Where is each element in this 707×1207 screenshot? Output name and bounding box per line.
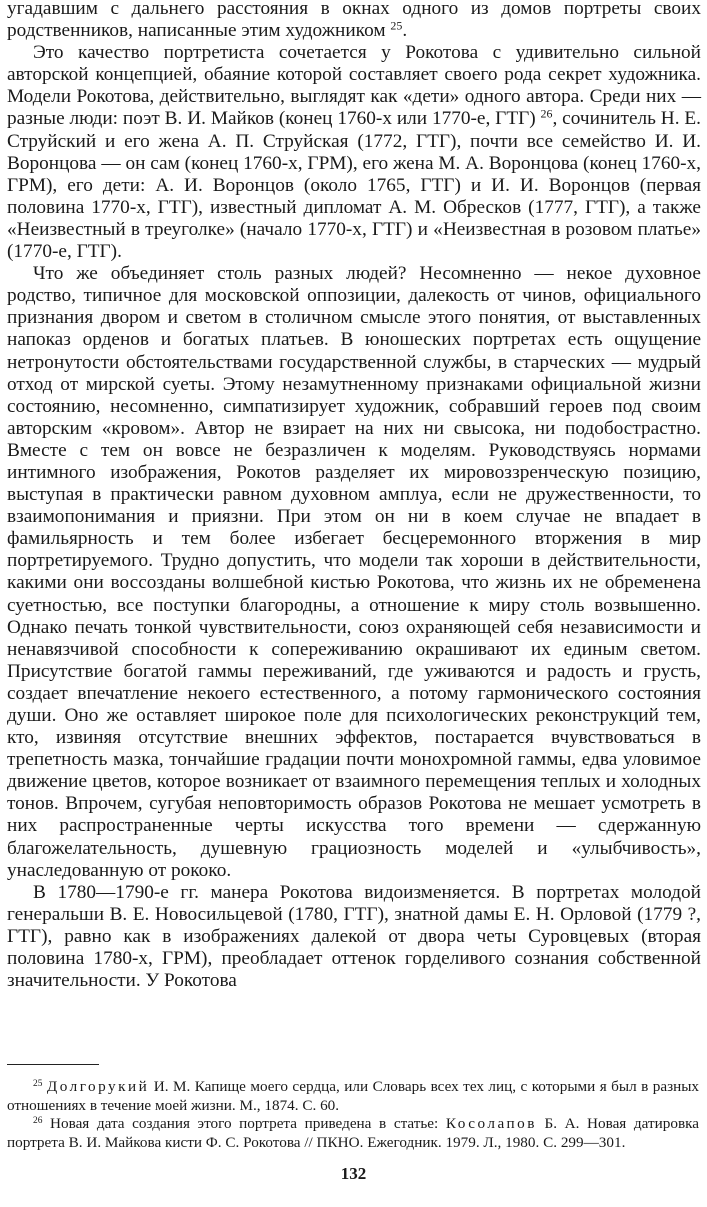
footnote-lead: Новая дата создания этого портрета приведена в статье:	[50, 1115, 439, 1133]
paragraph-1: угадавшим с дальнего расстояния в окнах одного из домов портреты своих родственников, написанные этим художником $^{25}$.	[7, 0, 701, 42]
page-number: 132	[340, 1164, 367, 1183]
footnote-text: И. М. Капище моего сердца, или Словарь всех тех лиц, с которыми я был в разных отношениях в течение моей жизни. М., 1874. С. 60.	[7, 1078, 700, 1114]
footnote-marker: 25	[33, 1078, 43, 1089]
paragraph-3: Что же объединяет столь разных людей? Несомненно — некое духовное родство, типичное для московской оппозиции, далекость от чинов, официального признания двором и светом в столичном смысле этого понятия, от выставленных напоказ орденов и богатых платьев. В юношеских портретах есть ощущение нетронутости обстоятельствами государственной службы, в старческих — мудрый отход от мирской суеты. Этому незамутненному признаками официальной жизни состоянию, несомненно, симпатизирует художник, собравший героев под своим авторским «кровом». Автор не взирает на них ни свысока, ни подобострастно. Вместе с тем он вовсе не безразличен к моделям. Руководствуясь нормами интимного изображения, Рокотов разделяет их мировоззренческую позицию, выступая в практически равном духовном амплуа, если не дружественности, то взаимопонимания и приязни. При этом он ни в коем случае не впадает в фамильярность и тем более избегает бесцеремонного вторжения в мир портретируемого. Трудно допустить, что модели так хороши в действительности, какими они воссозданы волшебной кистью Рокотова, что жизнь их не обременена суетностью, все поступки благородны, а отношение к миру столь возвышенно. Однако печать тонкой чувствительности, союз охраняющей себя независимости и ненавязчивой способности к сопереживанию окрашивают их единым светом. Присутствие богатой гаммы переживаний, где уживаются и радость и грусть, создает впечатление некоего естественного, а потому гармонического состояния души. Оно же оставляет широкое поле для психологических реконструкций тем, кто, извиняя отсутствие внешних эффектов, постарается вчувствоваться в трепетность мазка, тончайшие градации почти монохромной гаммы, едва уловимое движение цветов, которое возникает от взаимного перемещения теплых и холодных тонов. Впрочем, сугубая неповторимость образов Рокотова не мешает усмотреть в них распространенные черты искусства того времени — сдержанную благожелательность, душевную грациозность моделей и «улыбчивость», унаследованную от рококо.	[7, 263, 701, 881]
footnote-text: Б. А. Новая датировка портрета В. И. Майкова кисти Ф. С. Рокотова // ПКНО. Ежегодник. 1979. Л., 1980. С. 299—301.	[7, 1115, 699, 1151]
main-text	[7, 0, 701, 992]
footnote-author: Долгорукий	[46, 1078, 150, 1095]
footnote-25	[7, 1078, 699, 1115]
footnote-ref: 25	[390, 18, 403, 33]
footnote-author: Косолапов	[445, 1115, 537, 1133]
footnotes	[7, 1078, 699, 1152]
footnote-separator	[7, 1064, 99, 1065]
paragraph-4: В 1780—1790-е гг. манера Рокотова видоизменяется. В портретах молодой генеральши В. Е. Новосильцевой (1780, ГТГ), знатной дамы Е. Н. Орловой (1779 ?, ГТГ), равно как в изображениях далекой от двора четы Суровцевых (вторая половина 1780-х, ГРМ), преобладает оттенок горделивого сознания собственной значительности. У Рокотова	[7, 881, 701, 992]
footnote-marker: 26	[33, 1116, 43, 1127]
paragraph-2: Это качество портретиста сочетается у Рокотова с удивительно сильной авторской концепцией, обаяние которой составляет своего рода секрет художника. Модели Рокотова, действительно, выглядят как «дети» одного автора. Среди них — разные люди: поэт В. И. Майков (конец 1760-х или 1770-е, ГТГ) $^{26}$, сочинитель Н. Е. Струйский и его жена А. П. Струйская (1772, ГТГ), почти все семейство И. И. Воронцова — он сам (конец 1760-х, ГРМ), его жена М. А. Воронцова (конец 1760-х, ГРМ), его дети: А. И. Воронцов (около 1765, ГТГ) и И. И. Воронцов (первая половина 1770-х, ГТГ), известный дипломат А. М. Обресков (1777, ГТГ), а также «Неизвестный в треуголке» (начало 1770-х, ГТГ) и «Неизвестная в розовом платье» (1770-е, ГТГ).	[7, 42, 701, 263]
footnote-ref: 26	[540, 106, 553, 121]
footnote-26	[7, 1115, 699, 1152]
